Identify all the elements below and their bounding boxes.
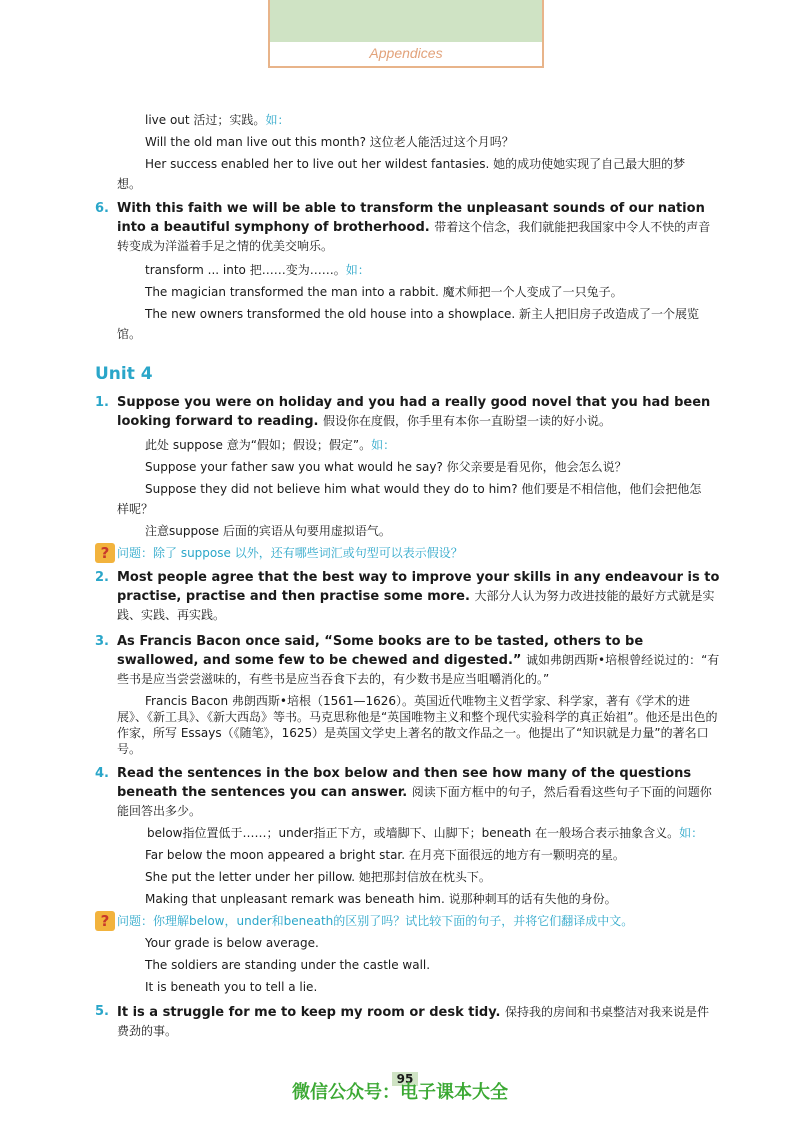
text-line: Your grade is below average. <box>145 936 319 950</box>
text-line: 样呢？ <box>117 502 154 516</box>
text-line: She put the letter under her pillow. 她把那封信放在枕头下。 <box>145 870 491 884</box>
note-paragraph: Francis Bacon 弗朗西斯•培根（1561—1626）。英国近代唯物主义哲学家、科学家，著有《学术的进展》、《新工具》、《新大西岛》等书。马克思称他是“英国唯物主义和整个现代实验科学的真正始祖”。他还是出色的作家，所写 Essays（《随笔》，1625）是英国文学史上著名的散文作品之一。他提出了“知识就是力量”的著名口号。 <box>117 694 718 756</box>
item-number: 6. <box>95 201 109 216</box>
item-english: Suppose you were on holiday and you had a really good novel that you had been looking forward to reading. <box>117 395 711 429</box>
item-chinese: 诚如弗朗西斯•培根曾经说过的：“有些书是应当尝尝滋味的，有些书是应当吞食下去的，有少数书是应当咀嚼消化的。” <box>117 653 720 686</box>
text-line: Suppose your father saw you what would he say? 你父亲要是看见你，他会怎么说？ <box>145 460 627 474</box>
page-header <box>268 0 544 68</box>
text-line: Making that unpleasant remark was beneath him. 说那种刺耳的话有失他的身份。 <box>145 892 617 906</box>
item-number: 5. <box>95 1004 109 1019</box>
item-chinese: 带着这个信念，我们就能把我国家中令人不快的声音转变成为洋溢着手足之情的优美交响乐。 <box>117 220 711 253</box>
text-line: The soldiers are standing under the castle wall. <box>145 958 431 972</box>
page-content <box>95 112 720 1047</box>
text-line: It is beneath you to tell a lie. <box>145 980 318 994</box>
item-4 <box>95 765 720 821</box>
text-line: below指位置低于……；under指正下方，或墙脚下、山脚下；beneath 在一般场合表示抽象含义。如： <box>147 826 704 840</box>
item-5 <box>95 1003 720 1041</box>
text-line: 想。 <box>117 177 142 191</box>
header-decoration <box>270 0 542 42</box>
item-english: With this faith we will be able to transform the unpleasant sounds of our nation into a beautiful symphony of brotherhood. <box>117 201 705 235</box>
question-row <box>95 913 720 929</box>
item-chinese: 保持我的房间和书桌整洁对我来说是件费劲的事。 <box>117 1005 710 1038</box>
text-line: The new owners transformed the old house into a showplace. 新主人把旧房子改造成了一个展览 <box>145 307 700 321</box>
text-line: 注意suppose 后面的宾语从句要用虚拟语气。 <box>145 524 391 538</box>
item-chinese: 大部分人认为努力改进技能的最好方式就是实践、实践、再实践。 <box>117 589 715 622</box>
item-number: 4. <box>95 766 109 781</box>
question-mark-icon: ? <box>95 911 115 931</box>
item-chinese: 假设你在度假，你手里有本你一直盼望一读的好小说。 <box>323 414 612 428</box>
text-line: Her success enabled her to live out her wildest fantasies. 她的成功使她实现了自己最大胆的梦 <box>145 157 686 171</box>
text-line: Far below the moon appeared a bright star. 在月亮下面很远的地方有一颗明亮的星。 <box>145 848 625 862</box>
watermark-text: 微信公众号：电子课本大全 <box>292 1082 508 1103</box>
unit-heading: Unit 4 <box>95 364 153 384</box>
item-2 <box>95 569 720 625</box>
page-number: 95 <box>392 1072 418 1086</box>
text-line: Suppose they did not believe him what would they do to him? 他们要是不相信他，他们会把他怎 <box>145 482 702 496</box>
question-text: 问题：你理解below，under和beneath的区别了吗？试比较下面的句子，并将它们翻译成中文。 <box>117 914 634 928</box>
text-line: Will the old man live out this month? 这位老人能活过这个月吗？ <box>145 135 514 149</box>
item-3 <box>95 633 720 689</box>
item-english: Most people agree that the best way to improve your skills in any endeavour is to practise, practise and then practise some more. <box>117 570 720 604</box>
item-chinese: 阅读下面方框中的句子，然后看看这些句子下面的问题你能回答出多少。 <box>117 785 712 818</box>
item-number: 1. <box>95 395 109 410</box>
text-line: 馆。 <box>117 327 142 341</box>
item-english: It is a struggle for me to keep my room or desk tidy. <box>117 1005 501 1020</box>
text-line: live out 活过；实践。如： <box>145 113 290 127</box>
item-english: Read the sentences in the box below and then see how many of the questions beneath the sentences you can answer. <box>117 766 692 800</box>
question-text: 问题：除了 suppose 以外，还有哪些词汇或句型可以表示假设？ <box>117 546 463 560</box>
item-number: 2. <box>95 570 109 585</box>
text-line: 此处 suppose 意为“假如；假设；假定”。如： <box>145 438 396 452</box>
header-title: Appendices <box>369 45 443 61</box>
text-line: The magician transformed the man into a rabbit. 魔术师把一个人变成了一只兔子。 <box>145 285 623 299</box>
item-number: 3. <box>95 634 109 649</box>
text-line: transform ... into 把……变为……。如： <box>145 263 370 277</box>
question-mark-icon: ? <box>95 543 115 563</box>
item-english: As Francis Bacon once said, “Some books are to be tasted, others to be swallowed, and some few to be chewed and digested.” <box>117 634 644 668</box>
item-6 <box>95 200 720 256</box>
question-row <box>95 545 720 561</box>
item-1 <box>95 394 720 431</box>
